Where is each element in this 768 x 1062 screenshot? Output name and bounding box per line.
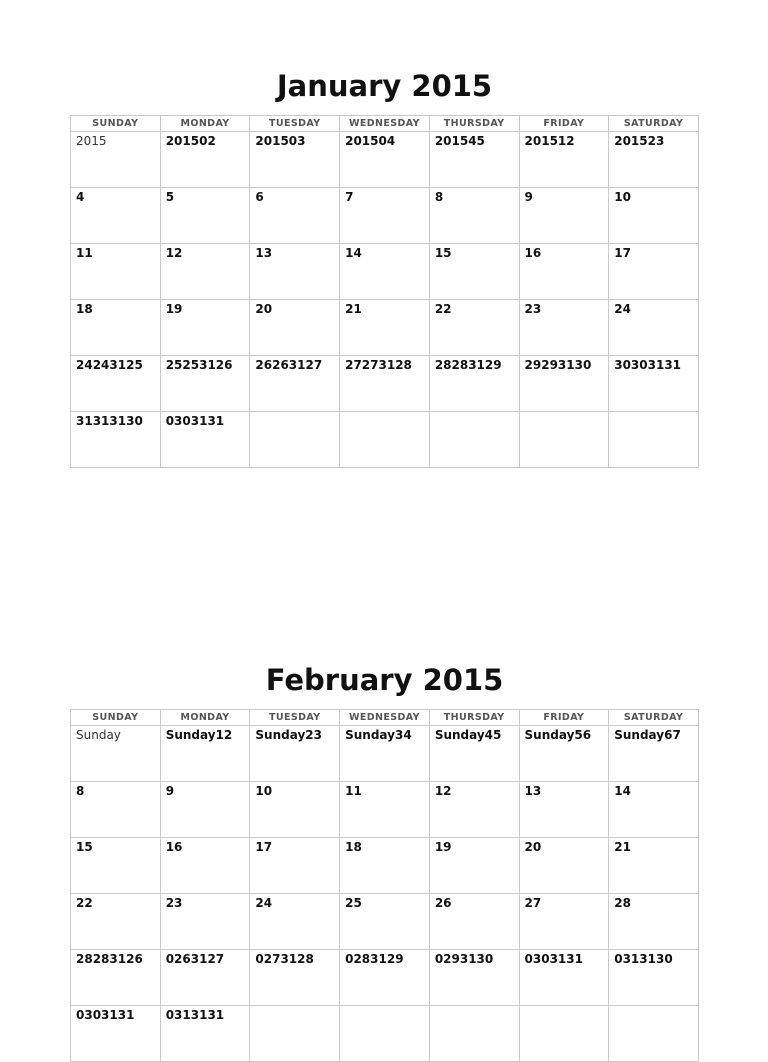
week-row — [71, 300, 699, 356]
day-number — [520, 412, 609, 414]
day-number: 0303131 — [524, 952, 583, 966]
week-row — [71, 244, 699, 300]
day-number: 14 — [345, 246, 362, 260]
day-cell — [160, 894, 250, 950]
weekday-header-sunday: SUNDAY — [71, 710, 161, 726]
day-number: 201504 — [345, 134, 396, 148]
day-number: 10 — [614, 190, 631, 204]
weekday-header-tuesday: TUESDAY — [250, 710, 340, 726]
day-number: Sunday12 — [165, 728, 233, 742]
weekday-header-friday: FRIDAY — [519, 116, 609, 132]
day-cell — [250, 412, 340, 468]
day-number: Sunday45 — [434, 728, 502, 742]
day-cell — [71, 412, 161, 468]
day-number: 0313130 — [614, 952, 673, 966]
day-cell — [71, 726, 161, 782]
day-number: 201503 — [255, 134, 306, 148]
day-cell — [519, 1006, 609, 1062]
day-cell — [429, 1006, 519, 1062]
weekday-header-wednesday: WEDNESDAY — [340, 710, 430, 726]
day-number: 24 — [614, 302, 631, 316]
day-cell — [519, 950, 609, 1006]
day-number: Sunday56 — [524, 728, 592, 742]
day-cell — [519, 894, 609, 950]
day-number: Sunday23 — [255, 728, 322, 742]
week-row — [71, 188, 699, 244]
day-cell — [160, 356, 250, 412]
day-cell — [519, 188, 609, 244]
day-cell — [71, 782, 161, 838]
day-number: 14 — [614, 784, 631, 798]
day-cell — [519, 356, 609, 412]
day-cell — [71, 894, 161, 950]
day-number: 9 — [165, 784, 175, 798]
week-row — [71, 132, 699, 188]
day-number — [430, 1006, 519, 1008]
day-cell — [609, 412, 699, 468]
day-cell — [250, 244, 340, 300]
day-number: 9 — [524, 190, 533, 204]
day-number: 0313131 — [165, 1008, 225, 1022]
day-cell — [160, 300, 250, 356]
week-row — [71, 1006, 699, 1062]
day-cell — [250, 950, 340, 1006]
day-cell — [340, 300, 430, 356]
day-cell — [429, 188, 519, 244]
day-cell — [609, 244, 699, 300]
day-number: 20 — [255, 302, 273, 316]
day-number: 4 — [76, 190, 85, 204]
day-cell — [250, 132, 340, 188]
day-number: 201523 — [614, 134, 665, 148]
day-number: 201545 — [434, 134, 485, 148]
calendar-grid — [70, 115, 699, 468]
day-cell — [250, 188, 340, 244]
day-number: Sunday — [76, 728, 121, 742]
day-cell — [250, 782, 340, 838]
day-number — [520, 1006, 609, 1008]
day-cell — [609, 782, 699, 838]
day-cell — [250, 894, 340, 950]
day-cell — [160, 1006, 250, 1062]
day-number: 0303131 — [76, 1008, 135, 1022]
day-cell — [609, 838, 699, 894]
day-number — [430, 412, 519, 414]
weekday-header-row — [71, 116, 699, 132]
day-number: 27 — [524, 896, 542, 910]
day-number: 19 — [434, 840, 452, 854]
day-number: Sunday34 — [345, 728, 412, 742]
day-cell — [340, 412, 430, 468]
day-cell — [160, 412, 250, 468]
day-number: Sunday67 — [614, 728, 681, 742]
day-number: 20 — [524, 840, 542, 854]
weekday-header-row — [71, 710, 699, 726]
day-cell — [429, 132, 519, 188]
day-cell — [250, 300, 340, 356]
week-row — [71, 412, 699, 468]
day-cell — [609, 1006, 699, 1062]
week-row — [71, 356, 699, 412]
day-number: 11 — [76, 246, 93, 260]
day-number: 28283129 — [434, 358, 502, 372]
day-number: 29293130 — [524, 358, 592, 372]
day-cell — [340, 950, 430, 1006]
day-cell — [71, 356, 161, 412]
day-number: 0293130 — [434, 952, 494, 966]
day-cell — [250, 726, 340, 782]
day-number: 30303131 — [614, 358, 682, 372]
weekday-header-sunday: SUNDAY — [71, 116, 161, 132]
day-number: 12 — [165, 246, 183, 260]
day-cell — [250, 356, 340, 412]
day-cell — [71, 1006, 161, 1062]
day-cell — [609, 726, 699, 782]
day-number: 15 — [76, 840, 93, 854]
day-number: 7 — [345, 190, 354, 204]
day-cell — [160, 244, 250, 300]
day-number: 8 — [76, 784, 85, 798]
day-number — [250, 412, 339, 414]
day-number: 12 — [434, 784, 452, 798]
day-cell — [340, 782, 430, 838]
month-title: January 2015 — [276, 69, 493, 103]
day-number: 10 — [255, 784, 273, 798]
day-cell — [429, 356, 519, 412]
day-cell — [429, 894, 519, 950]
day-cell — [71, 244, 161, 300]
day-number: 31313130 — [76, 414, 143, 428]
day-cell — [160, 188, 250, 244]
day-cell — [519, 412, 609, 468]
day-number: 22 — [76, 896, 93, 910]
day-number — [609, 1006, 698, 1008]
day-cell — [160, 132, 250, 188]
day-number — [340, 412, 429, 414]
day-number: 25253126 — [165, 358, 233, 372]
day-number: 28283126 — [76, 952, 143, 966]
day-cell — [429, 726, 519, 782]
day-number: 6 — [255, 190, 264, 204]
day-cell — [340, 726, 430, 782]
day-cell — [160, 726, 250, 782]
day-number: 23 — [165, 896, 183, 910]
calendar-grid — [70, 709, 699, 1062]
day-cell — [609, 894, 699, 950]
week-row — [71, 838, 699, 894]
weekday-header-tuesday: TUESDAY — [250, 116, 340, 132]
day-cell — [250, 838, 340, 894]
day-cell — [340, 244, 430, 300]
day-number: 25 — [345, 896, 362, 910]
day-cell — [340, 132, 430, 188]
week-row — [71, 894, 699, 950]
day-number: 26263127 — [255, 358, 323, 372]
day-cell — [429, 412, 519, 468]
day-cell — [519, 300, 609, 356]
day-number: 18 — [76, 302, 93, 316]
day-cell — [609, 950, 699, 1006]
day-cell — [429, 244, 519, 300]
day-number: 0283129 — [345, 952, 404, 966]
day-cell — [160, 782, 250, 838]
day-cell — [71, 188, 161, 244]
day-cell — [340, 356, 430, 412]
weekday-header-monday: MONDAY — [160, 116, 250, 132]
weekday-header-friday: FRIDAY — [519, 710, 609, 726]
day-cell — [429, 838, 519, 894]
day-number: 5 — [165, 190, 175, 204]
day-number: 24243125 — [76, 358, 143, 372]
day-cell — [429, 300, 519, 356]
day-number: 8 — [434, 190, 444, 204]
day-number: 27273128 — [345, 358, 412, 372]
day-number: 26 — [434, 896, 452, 910]
day-number: 13 — [255, 246, 273, 260]
day-number: 17 — [255, 840, 273, 854]
month-title: February 2015 — [265, 663, 504, 697]
day-number: 19 — [165, 302, 183, 316]
day-cell — [250, 1006, 340, 1062]
day-number: 15 — [434, 246, 452, 260]
day-cell — [340, 894, 430, 950]
weekday-header-saturday: SATURDAY — [609, 710, 699, 726]
day-cell — [71, 132, 161, 188]
day-cell — [609, 300, 699, 356]
day-number: 22 — [434, 302, 452, 316]
day-cell — [429, 950, 519, 1006]
day-number: 24 — [255, 896, 273, 910]
day-number: 201512 — [524, 134, 575, 148]
day-cell — [160, 838, 250, 894]
day-cell — [71, 300, 161, 356]
week-row — [71, 950, 699, 1006]
day-cell — [340, 838, 430, 894]
day-cell — [71, 838, 161, 894]
day-number: 23 — [524, 302, 542, 316]
day-cell — [519, 244, 609, 300]
weekday-header-monday: MONDAY — [160, 710, 250, 726]
day-number — [609, 412, 698, 414]
day-cell — [609, 188, 699, 244]
day-cell — [519, 132, 609, 188]
day-cell — [519, 838, 609, 894]
day-number: 11 — [345, 784, 362, 798]
day-number — [340, 1006, 429, 1008]
day-number: 0273128 — [255, 952, 314, 966]
day-cell — [519, 782, 609, 838]
day-number: 201502 — [165, 134, 216, 148]
day-number: 21 — [345, 302, 362, 316]
day-number: 18 — [345, 840, 362, 854]
day-number — [250, 1006, 339, 1008]
day-number: 16 — [165, 840, 183, 854]
day-number: 13 — [524, 784, 542, 798]
day-cell — [71, 950, 161, 1006]
day-number: 16 — [524, 246, 542, 260]
day-number: 17 — [614, 246, 631, 260]
week-row — [71, 726, 699, 782]
day-number: 2015 — [76, 134, 107, 148]
day-cell — [429, 782, 519, 838]
day-cell — [340, 188, 430, 244]
day-cell — [519, 726, 609, 782]
weekday-header-wednesday: WEDNESDAY — [340, 116, 430, 132]
weekday-header-saturday: SATURDAY — [609, 116, 699, 132]
weekday-header-thursday: THURSDAY — [429, 116, 519, 132]
day-number: 21 — [614, 840, 631, 854]
day-number: 0263127 — [165, 952, 225, 966]
day-cell — [340, 1006, 430, 1062]
day-number: 28 — [614, 896, 631, 910]
day-cell — [609, 356, 699, 412]
day-cell — [609, 132, 699, 188]
day-number: 0303131 — [165, 414, 225, 428]
day-cell — [160, 950, 250, 1006]
weekday-header-thursday: THURSDAY — [429, 710, 519, 726]
week-row — [71, 782, 699, 838]
